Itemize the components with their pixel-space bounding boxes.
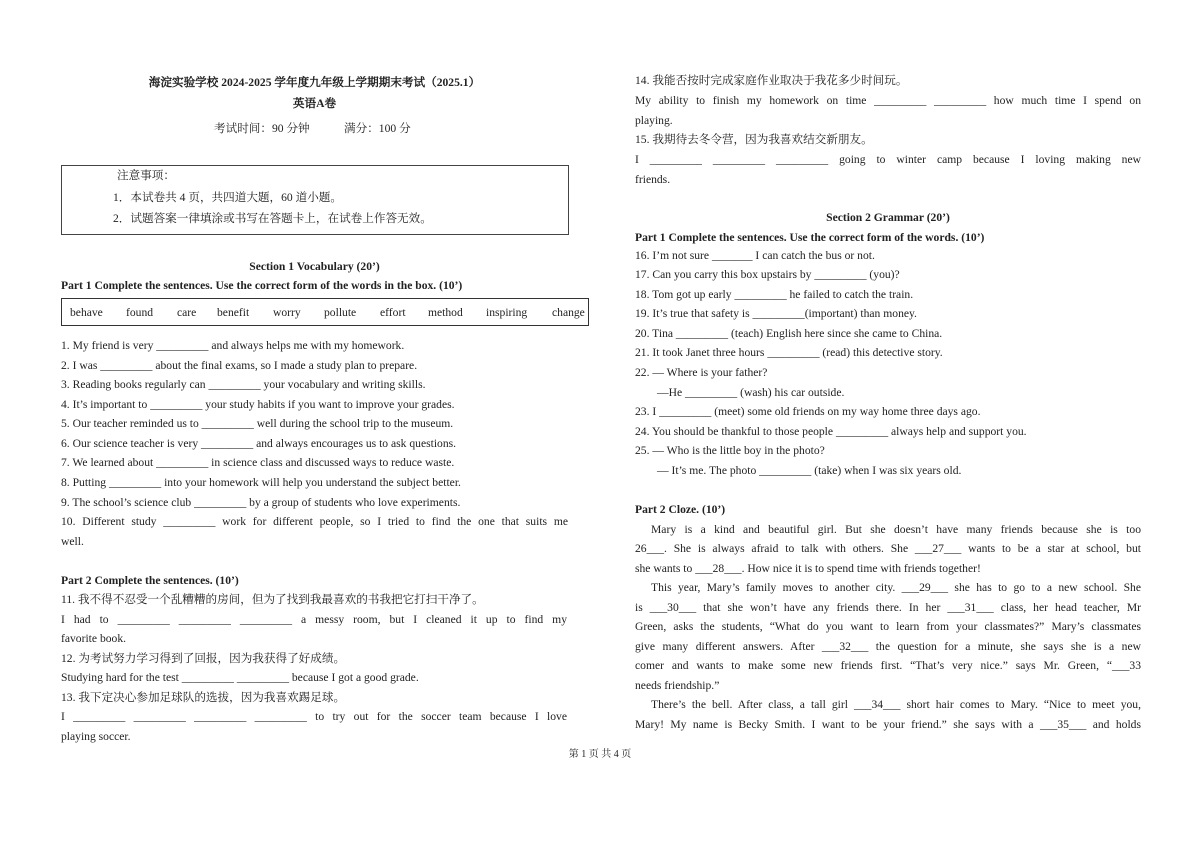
- question: 23. I _________ (meet) some old friends on my way home three days ago.: [635, 405, 981, 418]
- question: 1. My friend is very _________ and always helps me with my homework.: [61, 339, 405, 352]
- part-instruction: Part 1 Complete the sentences. Use the correct form of the words in the box. (10’): [61, 279, 463, 292]
- notice-item: 1．本试卷共 4 页，共四道大题，60 道小题。: [113, 191, 342, 204]
- cloze-line: Green, asks the students, “What do you want to learn from your classmates?” Mary’s classmates: [635, 620, 1141, 633]
- section-title: Section 1 Vocabulary (20’): [249, 260, 380, 273]
- word-box-item: benefit: [217, 306, 250, 319]
- word-box-item: care: [177, 306, 197, 319]
- question: 25. — Who is the little boy in the photo?: [635, 444, 825, 457]
- part-title: Part 2 Complete the sentences. (10’): [61, 574, 239, 587]
- exam-time: 考试时间：90 分钟: [214, 122, 310, 135]
- translation-prompt: 15. 我期待去冬令营，因为我喜欢结交新朋友。: [635, 133, 873, 146]
- section-title: Section 2 Grammar (20’): [826, 211, 950, 224]
- translation-line: friends.: [635, 173, 671, 186]
- translation-line: Studying hard for the test _________ _________ because I got a good grade.: [61, 671, 419, 684]
- question: 22. — Where is your father?: [635, 366, 768, 379]
- question: 19. It’s true that safety is _________(important) than money.: [635, 307, 917, 320]
- cloze-line: she wants to ___28___. How nice it is to spend time with friends together!: [635, 562, 981, 575]
- translation-line: favorite book.: [61, 632, 127, 645]
- word-box-item: behave: [70, 306, 103, 319]
- word-box-item: change: [552, 306, 585, 319]
- question-continuation: well.: [61, 535, 84, 548]
- question: 2. I was _________ about the final exams, so I made a study plan to prepare.: [61, 359, 418, 372]
- translation-line: My ability to finish my homework on time _________ _________ how much time I spend on: [635, 94, 1141, 107]
- question: 10. Different study _________ work for different people, so I tried to find the one that suits me: [61, 515, 568, 528]
- question: 24. You should be thankful to those people _________ always help and support you.: [635, 425, 1027, 438]
- question: 16. I’m not sure _______ I can catch the bus or not.: [635, 249, 875, 262]
- translation-line: I _________ _________ _________ going to winter camp because I loving making new: [635, 153, 1141, 166]
- question: 4. It’s important to _________ your study habits if you want to improve your grades.: [61, 398, 455, 411]
- translation-prompt: 12. 为考试努力学习得到了回报，因为我获得了好成绩。: [61, 652, 346, 665]
- word-box-item: inspiring: [486, 306, 528, 319]
- question: 8. Putting _________ into your homework will help you understand the subject better.: [61, 476, 461, 489]
- cloze-line: Mary is a kind and beautiful girl. But she doesn’t have many friends because she is too: [651, 523, 1141, 536]
- notice-item: 2．试题答案一律填涂或书写在答题卡上，在试卷上作答无效。: [113, 212, 432, 225]
- question: 17. Can you carry this box upstairs by _________ (you)?: [635, 268, 900, 281]
- word-box: [61, 298, 589, 326]
- cloze-line: 26___. She is always afraid to talk with others. She ___27___ wants to be a star at school, but: [635, 542, 1141, 555]
- exam-title: 海淀实验学校 2024-2025 学年度九年级上学期期末考试（2025.1）: [148, 76, 481, 89]
- part-title: Part 2 Cloze. (10’): [635, 503, 726, 516]
- question: 20. Tina _________ (teach) English here since she came to China.: [635, 327, 943, 340]
- word-box-item: method: [428, 306, 463, 319]
- notice-heading: 注意事项：: [117, 169, 175, 182]
- cloze-line: Mary! My name is Becky Smith. I want to be your friend.” she says with a ___35___ and holds: [635, 718, 1141, 731]
- cloze-line: is ___30___ that she won’t have any friends there. In her ___31___ class, her head teacher, Mr: [635, 601, 1141, 614]
- word-box-item: found: [126, 306, 154, 319]
- question: 21. It took Janet three hours _________ (read) this detective story.: [635, 346, 943, 359]
- question: 18. Tom got up early _________ he failed to catch the train.: [635, 288, 914, 301]
- question: 5. Our teacher reminded us to _________ well during the school trip to the museum.: [61, 417, 454, 430]
- question: 3. Reading books regularly can _________ your vocabulary and writing skills.: [61, 378, 426, 391]
- part-instruction: Part 1 Complete the sentences. Use the correct form of the words. (10’): [635, 231, 985, 244]
- page-number: 第 1 页 共 4 页: [568, 749, 632, 760]
- translation-line: playing soccer.: [61, 730, 131, 743]
- translation-prompt: 13. 我下定决心参加足球队的选拔，因为我喜欢踢足球。: [61, 691, 346, 704]
- question-dialogue: —He _________ (wash) his car outside.: [657, 386, 845, 399]
- question: 7. We learned about _________ in science class and discussed ways to reduce waste.: [61, 456, 455, 469]
- translation-prompt: 14. 我能否按时完成家庭作业取决于我花多少时间玩。: [635, 74, 908, 87]
- cloze-line: needs friendship.”: [635, 679, 720, 692]
- cloze-line: give many different answers. After ___32___ the question for a minute, she says she is a new: [635, 640, 1141, 653]
- cloze-line: comer and wants to make some new friends first. “That’s very nice.” says Mr. Green, “___33: [635, 659, 1141, 672]
- full-score: 满分：100 分: [344, 122, 411, 135]
- question: 9. The school’s science club _________ by a group of students who love experiments.: [61, 496, 461, 509]
- word-box-item: pollute: [324, 306, 357, 319]
- word-box-item: effort: [380, 306, 406, 319]
- cloze-line: There’s the bell. After class, a tall girl ___34___ short hair comes to Mary. “Nice to meet you,: [651, 698, 1141, 711]
- translation-line: I had to _________ _________ _________ a messy room, but I cleaned it up to find my: [61, 613, 567, 626]
- question: 6. Our science teacher is very _________ and always encourages us to ask questions.: [61, 437, 457, 450]
- question-dialogue: — It’s me. The photo _________ (take) when I was six years old.: [657, 464, 962, 477]
- translation-line: I _________ _________ _________ _________ to try out for the soccer team because I love: [61, 710, 567, 723]
- translation-line: playing.: [635, 114, 673, 127]
- exam-subtitle: 英语A卷: [292, 97, 337, 110]
- word-box-item: worry: [273, 306, 301, 319]
- cloze-line: This year, Mary’s family moves to another city. ___29___ she has to go to a new school. She: [651, 581, 1141, 594]
- notice-box: [61, 165, 569, 235]
- translation-prompt: 11. 我不得不忍受一个乱糟糟的房间，但为了找到我最喜欢的书我把它打扫干净了。: [61, 593, 484, 606]
